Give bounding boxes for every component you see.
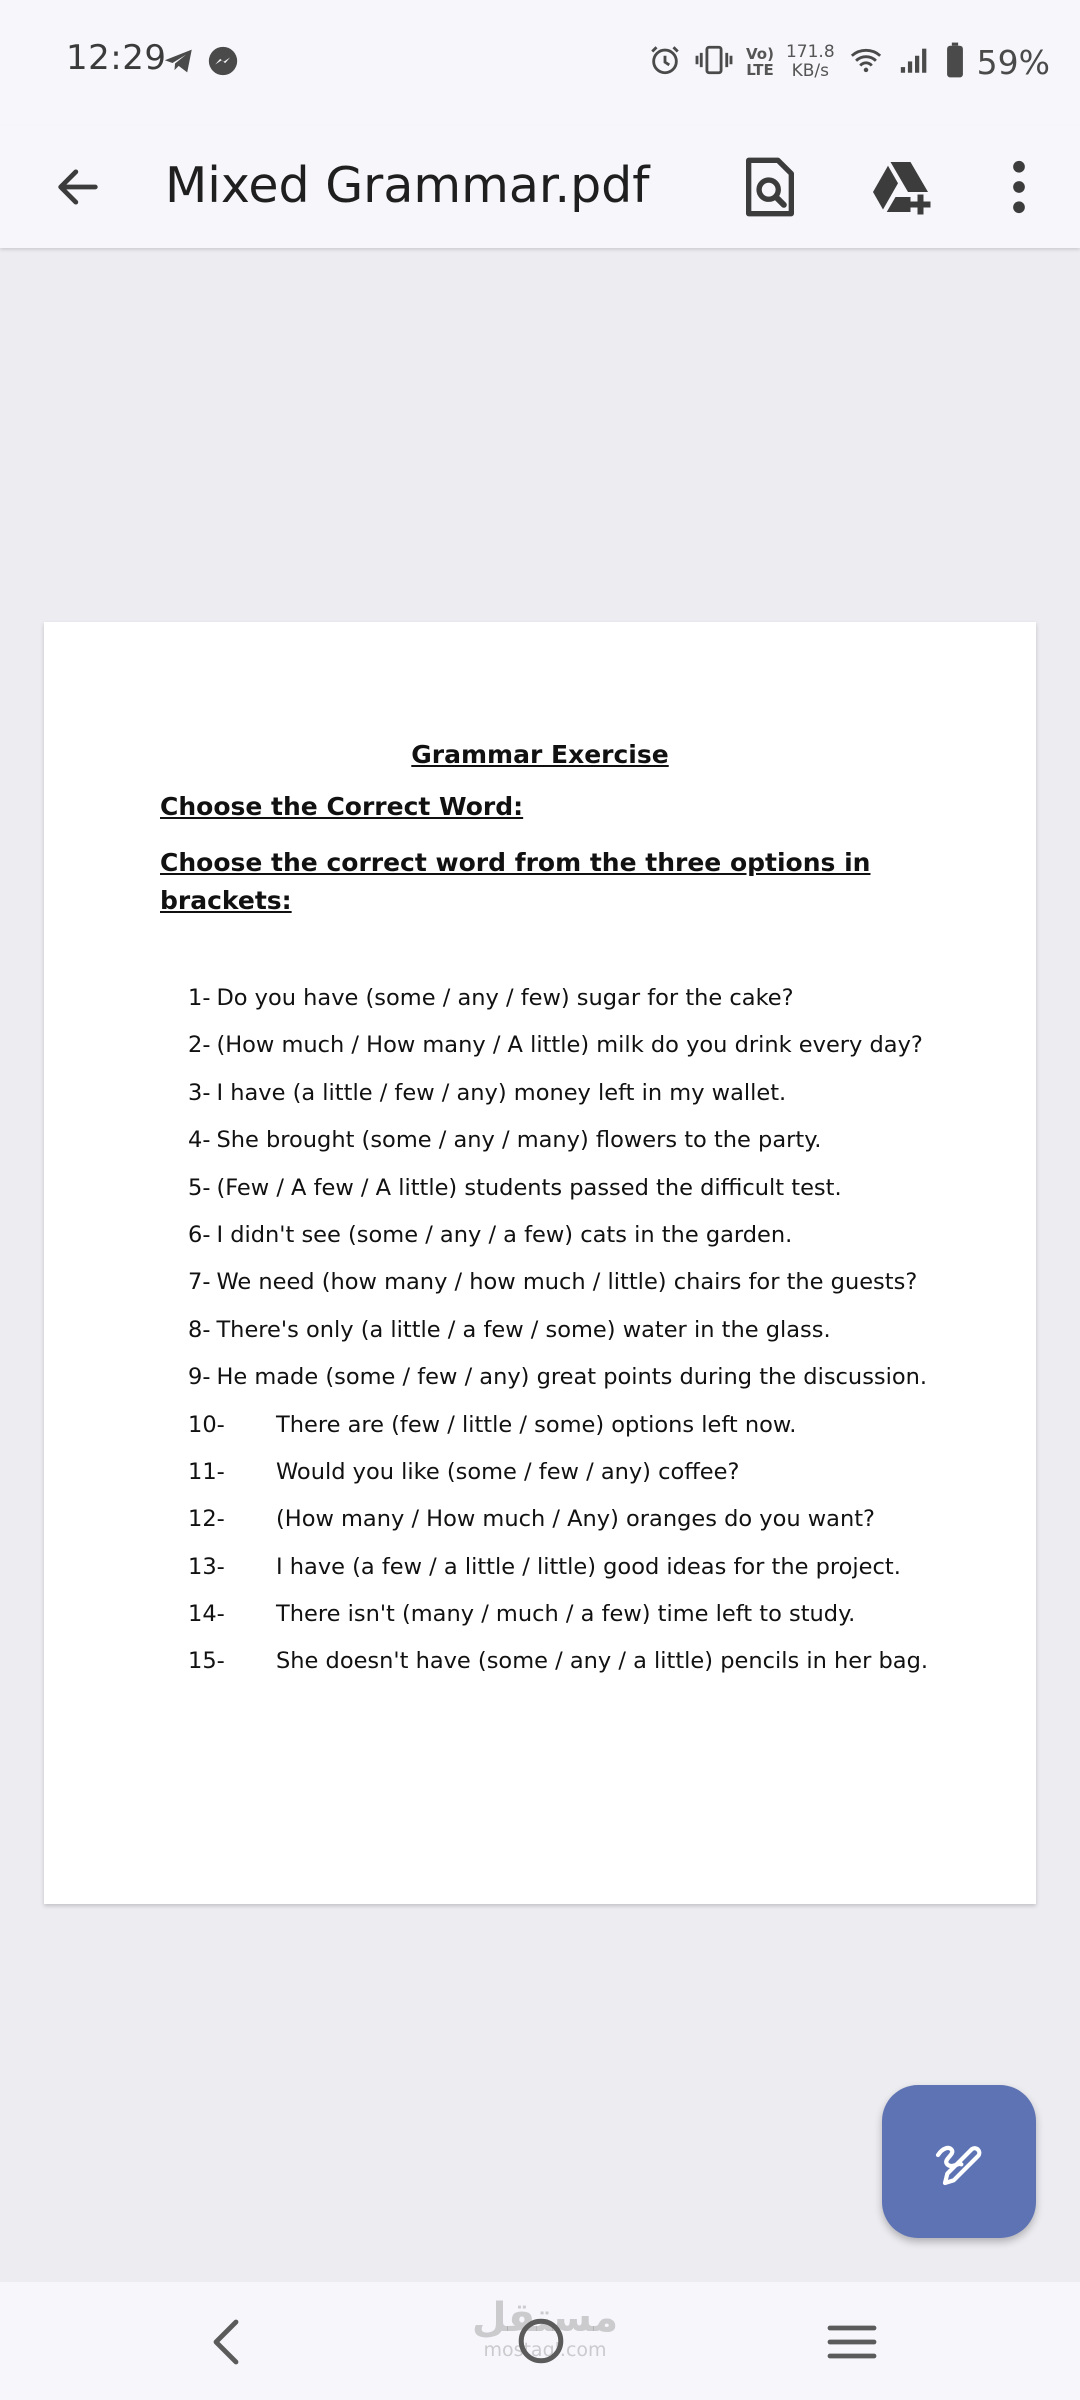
- nav-home-button[interactable]: [510, 2310, 572, 2372]
- question-text: (Few / A few / A little) students passed the difficult test.: [216, 1174, 842, 1201]
- more-options-button[interactable]: [990, 145, 1048, 229]
- exercise-title: Grammar Exercise: [411, 740, 669, 769]
- pdf-page[interactable]: [44, 622, 1036, 1904]
- question-item: [188, 1079, 928, 1126]
- battery-percentage: 59%: [976, 42, 1050, 82]
- question-item: [188, 1316, 928, 1363]
- question-text: Do you have (some / any / few) sugar for the cake?: [216, 985, 794, 1011]
- question-number: 7-: [188, 1269, 211, 1296]
- back-button[interactable]: [40, 149, 116, 225]
- nav-home-icon: [516, 2316, 566, 2366]
- notification-icons: [162, 44, 240, 82]
- question-number: 5-: [188, 1174, 211, 1201]
- question-text: There's only (a little / a few / some) water in the glass.: [216, 1316, 831, 1343]
- question-item: [188, 1174, 928, 1221]
- network-type: [746, 46, 774, 78]
- question-number: 10-: [188, 1411, 225, 1438]
- question-item: [188, 1505, 928, 1552]
- vibrate-icon: [694, 43, 734, 81]
- status-bar: [0, 0, 1080, 125]
- status-time: 12:29: [66, 38, 167, 78]
- watermark-english: mostaql.com: [483, 2339, 607, 2361]
- exercise-instruction: Choose the correct word from the three options in brackets:: [160, 848, 871, 915]
- question-text: There isn't (many / much / a few) time left to study.: [276, 1601, 856, 1628]
- status-indicators: [648, 38, 1050, 86]
- exercise-subtitle: Choose the Correct Word:: [160, 792, 524, 821]
- question-text: We need (how many / how much / little) chairs for the guests?: [216, 1269, 918, 1296]
- question-number: 14-: [188, 1601, 225, 1628]
- question-text: I didn't see (some / any / a few) cats in the garden.: [216, 1221, 793, 1248]
- question-text: (How many / How much / Any) oranges do you want?: [276, 1506, 875, 1533]
- system-nav-bar: [0, 2282, 1080, 2400]
- question-number: 15-: [188, 1648, 225, 1675]
- question-item: [188, 1268, 928, 1315]
- question-item: [188, 1647, 928, 1694]
- add-to-drive-icon: [870, 157, 936, 217]
- question-item: [188, 1031, 928, 1078]
- question-item: [188, 1221, 928, 1268]
- network-speed-value: 171.8: [785, 42, 835, 62]
- find-in-page-button[interactable]: [728, 145, 812, 229]
- question-number: 2-: [188, 1032, 211, 1059]
- question-list: [188, 984, 928, 1695]
- nav-back-icon: [209, 2318, 243, 2366]
- question-item: [188, 1411, 928, 1458]
- network-type-line1: Vo): [746, 45, 774, 63]
- nav-back-button[interactable]: [196, 2312, 256, 2372]
- network-type-line2: LTE: [746, 61, 774, 79]
- question-number: 3-: [188, 1079, 211, 1106]
- question-item: [188, 1126, 928, 1173]
- network-speed-unit: KB/s: [791, 61, 829, 81]
- app-bar: [0, 125, 1080, 248]
- question-number: 8-: [188, 1316, 211, 1343]
- question-text: She brought (some / any / many) flowers to the party.: [216, 1127, 822, 1154]
- question-item: [188, 1363, 928, 1410]
- edit-pen-icon: [931, 2134, 987, 2190]
- document-title: Mixed Grammar.pdf: [165, 157, 650, 214]
- question-number: 11-: [188, 1458, 225, 1485]
- messenger-icon: [206, 44, 240, 82]
- alarm-icon: [648, 43, 682, 81]
- nav-recents-button[interactable]: [820, 2312, 884, 2372]
- question-item: [188, 1458, 928, 1505]
- question-text: I have (a few / a little / little) good ideas for the project.: [276, 1553, 901, 1580]
- back-arrow-icon: [52, 161, 104, 213]
- question-number: 12-: [188, 1506, 225, 1533]
- question-item: [188, 1553, 928, 1600]
- question-item: [188, 984, 928, 1031]
- signal-icon: [897, 43, 933, 81]
- question-text: There are (few / little / some) options left now.: [276, 1411, 797, 1438]
- question-text: (How much / How many / A little) milk do you drink every day?: [216, 1032, 923, 1059]
- question-item: [188, 1600, 928, 1647]
- telegram-icon: [162, 44, 196, 82]
- question-text: He made (some / few / any) great points during the discussion.: [216, 1364, 928, 1391]
- question-text: I have (a little / few / any) money left in my wallet.: [216, 1079, 787, 1106]
- question-text: Would you like (some / few / any) coffee?: [276, 1458, 740, 1485]
- network-speed: [786, 43, 835, 81]
- nav-recents-icon: [826, 2322, 878, 2362]
- watermark-arabic: مستقل: [471, 2295, 619, 2341]
- wifi-icon: [847, 43, 885, 81]
- edit-fab-button[interactable]: [882, 2085, 1036, 2238]
- battery-icon: [945, 41, 965, 83]
- add-to-drive-button[interactable]: [858, 145, 948, 229]
- question-number: 1-: [188, 985, 211, 1011]
- question-number: 4-: [188, 1127, 211, 1154]
- question-number: 13-: [188, 1553, 225, 1580]
- question-number: 6-: [188, 1221, 211, 1248]
- question-text: She doesn't have (some / any / a little) pencils in her bag.: [276, 1648, 929, 1675]
- question-number: 9-: [188, 1364, 211, 1391]
- more-vert-icon: [1012, 160, 1026, 214]
- find-in-page-icon: [742, 155, 798, 219]
